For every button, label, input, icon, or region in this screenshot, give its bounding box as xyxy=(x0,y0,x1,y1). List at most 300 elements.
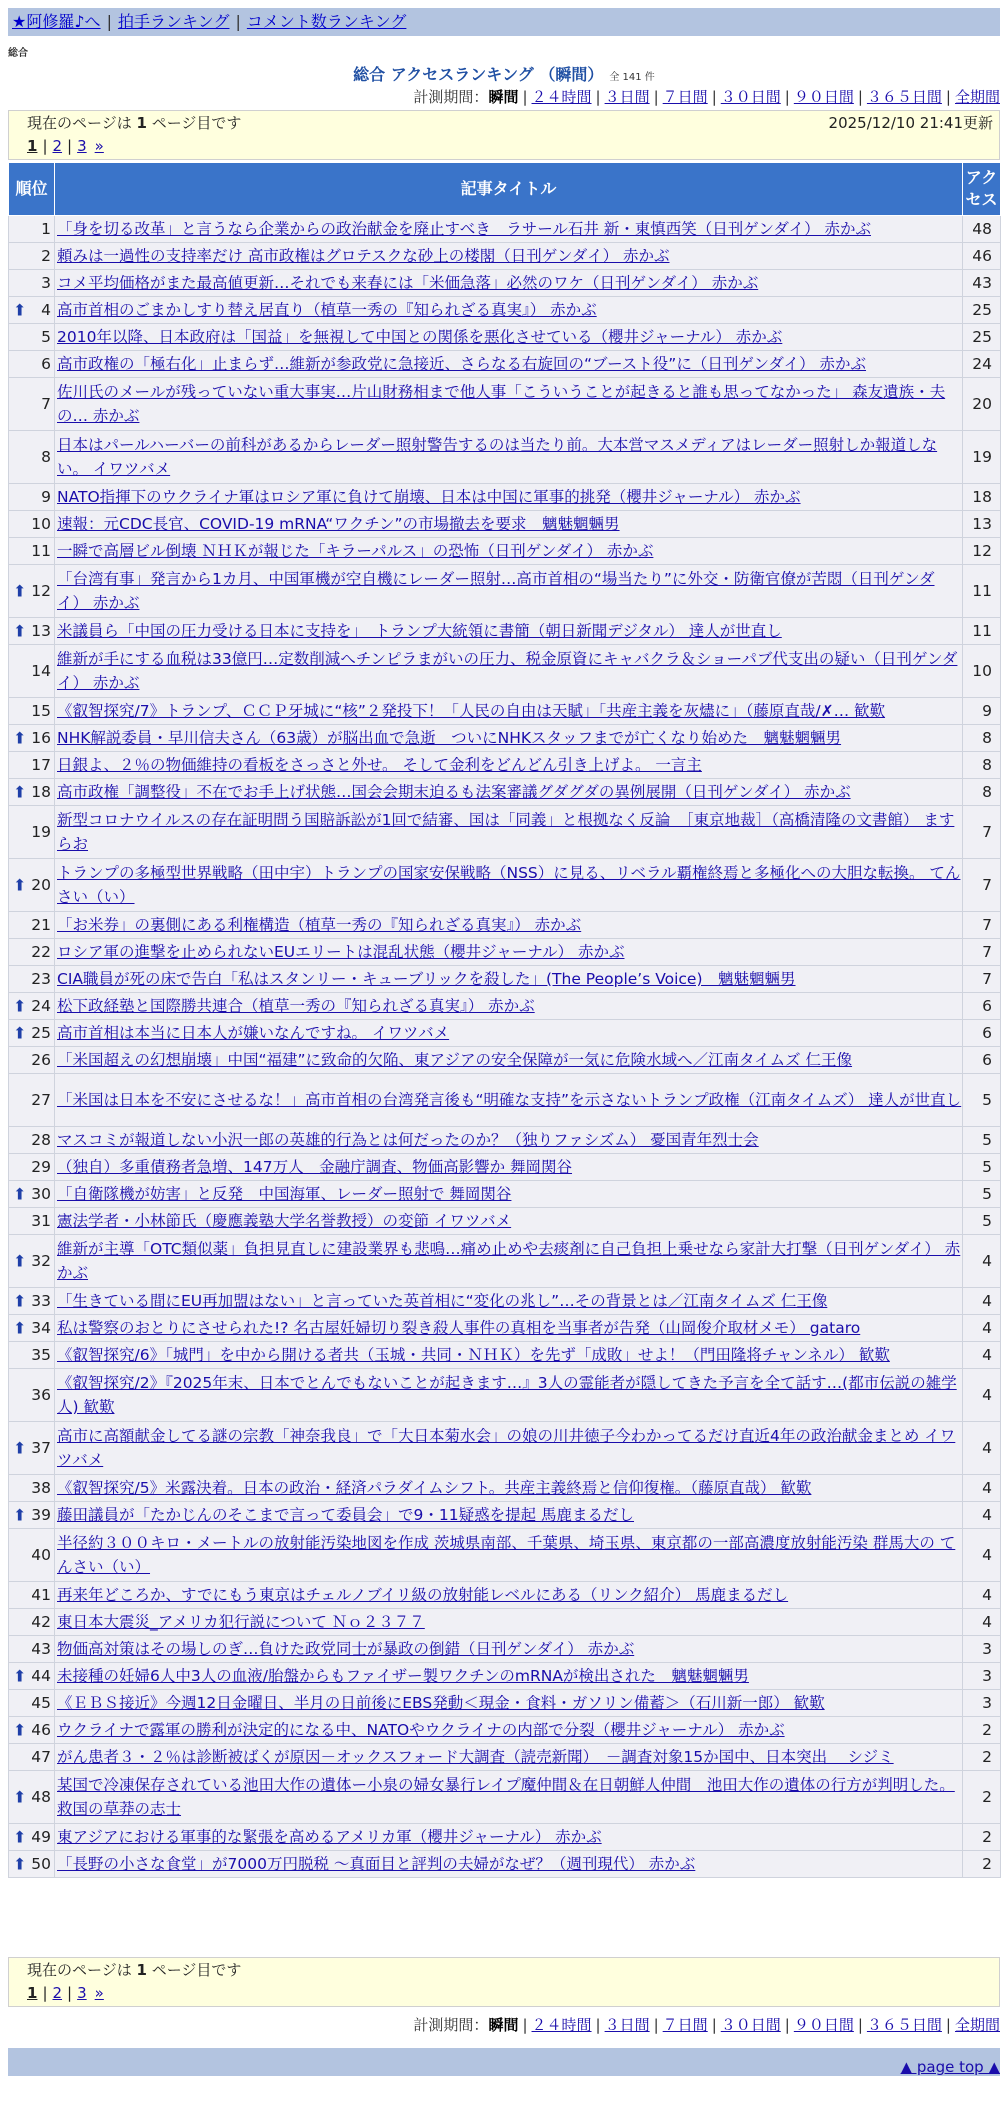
article-title-link[interactable]: 「生きている間にEU再加盟はない」と言っていた英首相に“変化の兆し”…その背景とは／江南タイムズ 仁王像 xyxy=(57,1292,828,1310)
title-cell xyxy=(55,297,963,324)
rank-up-arrow-icon: ⬆ xyxy=(13,1505,27,1525)
article-title-link[interactable]: 2010年以降、日本政府は「国益」を無視して中国との関係を悪化させている（櫻井ジャーナル） 赤かぶ xyxy=(57,328,783,346)
article-title-link[interactable]: 「米国は日本を不安にさせるな！」高市首相の台湾発言後も“明確な支持”を示さないトランプ政権（江南タイムズ） 達人が世直し xyxy=(57,1091,962,1109)
title-cell xyxy=(55,1181,963,1208)
rank-cell xyxy=(9,1154,55,1181)
rank-number: 36 xyxy=(31,1386,51,1404)
title-cell xyxy=(55,1422,963,1475)
rank-up-arrow-icon: ⬆ xyxy=(13,1291,27,1311)
period-separator: | xyxy=(595,2016,601,2034)
table-row xyxy=(9,1181,1001,1208)
access-count: 6 xyxy=(963,1047,1001,1074)
rank-number: 40 xyxy=(31,1546,51,1564)
rank-cell xyxy=(9,1422,55,1475)
period-link[interactable]: ９０日間 xyxy=(793,2016,854,2034)
table-row xyxy=(9,1154,1001,1181)
access-count: 48 xyxy=(963,216,1001,243)
title-cell xyxy=(55,779,963,806)
table-row xyxy=(9,618,1001,645)
page-status-prefix: 現在のページは xyxy=(27,114,137,132)
article-title-link[interactable]: ウクライナで露軍の勝利が決定的になる中、NATOやウクライナの内部で分裂（櫻井ジャーナル） 赤かぶ xyxy=(57,1721,785,1739)
article-title-link[interactable]: 《叡智探究/2》『2025年末、日本でとんでもないことが起きます…』3人の霊能者が隠してきた予言を全て話す…(都市伝説の雑学人) 歓歎 xyxy=(57,1374,957,1416)
article-title-link[interactable]: 《ＥＢＳ接近》今週12日金曜日、半月の日前後にEBS発動＜現金・食料・ガソリン備蓄＞（石川新一郎） 歓歎 xyxy=(57,1694,825,1712)
rank-cell xyxy=(9,538,55,565)
rank-number: 42 xyxy=(31,1613,51,1631)
pager-bottom xyxy=(8,1957,1000,2007)
rank-cell xyxy=(9,1771,55,1824)
article-title-link[interactable]: 佐川氏のメールが残っていない重大事実…片山財務相まで他人事「こういうことが起きると誰も思ってなかった」 森友遺族・夫の… 赤かぶ xyxy=(57,383,946,425)
title-cell xyxy=(55,351,963,378)
rank-number: 31 xyxy=(31,1212,51,1230)
period-selector-top xyxy=(413,86,1000,107)
article-title-link[interactable]: 維新が主導「OTC類似薬」負担見直しに建設業界も悲鳴…痛め止めや去痰剤に自己負担上乗せなら家計大打撃（日刊ゲンダイ） 赤かぶ xyxy=(57,1240,961,1282)
rank-up-arrow-icon: ⬆ xyxy=(13,1318,27,1338)
page-status-suffix: ページ目です xyxy=(146,114,242,132)
rank-cell xyxy=(9,1636,55,1663)
period-separator: | xyxy=(653,88,659,106)
access-count: 3 xyxy=(963,1690,1001,1717)
title-cell xyxy=(55,645,963,698)
article-title-link[interactable]: 某国で冷凍保存されている池田大作の遺体ー小泉の婦女暴行レイプ魔仲間＆在日朝鮮人仲間 池田大作の遺体の行方が判明した。 救国の草莽の志士 xyxy=(57,1776,955,1818)
ranking-table xyxy=(8,162,1001,1878)
rank-cell xyxy=(9,1717,55,1744)
table-row xyxy=(9,1636,1001,1663)
access-count: 5 xyxy=(963,1127,1001,1154)
title-cell xyxy=(55,1744,963,1771)
title-cell xyxy=(55,538,963,565)
rank-number: 29 xyxy=(31,1158,51,1176)
rank-number: 49 xyxy=(31,1828,51,1846)
access-count: 13 xyxy=(963,511,1001,538)
rank-cell xyxy=(9,378,55,431)
table-row xyxy=(9,912,1001,939)
article-title-link[interactable]: 東アジアにおける軍事的な緊張を高めるアメリカ軍（櫻井ジャーナル） 赤かぶ xyxy=(57,1828,602,1846)
rank-cell xyxy=(9,1824,55,1851)
access-count: 11 xyxy=(963,565,1001,618)
rank-number: 5 xyxy=(41,328,51,346)
access-count: 18 xyxy=(963,484,1001,511)
page-top-link-wrap xyxy=(901,2058,1000,2076)
rank-cell xyxy=(9,1475,55,1502)
rank-cell xyxy=(9,1235,55,1288)
access-count: 2 xyxy=(963,1717,1001,1744)
rank-number: 7 xyxy=(41,395,51,413)
rank-number: 43 xyxy=(31,1640,51,1658)
rank-number: 28 xyxy=(31,1131,51,1149)
access-count: 5 xyxy=(963,1154,1001,1181)
page-link[interactable]: 3 xyxy=(77,137,87,155)
rank-up-arrow-icon: ⬆ xyxy=(13,1827,27,1847)
rank-cell xyxy=(9,565,55,618)
rank-number: 13 xyxy=(31,622,51,640)
access-count: 7 xyxy=(963,806,1001,859)
article-title-link[interactable]: 私は警察のおとりにさせられた!? 名古屋妊婦切り裂き殺人事件の真相を当事者が告発（山岡俊介取材メモ） gataro xyxy=(57,1319,861,1337)
table-row xyxy=(9,752,1001,779)
access-count: 20 xyxy=(963,378,1001,431)
rank-number: 23 xyxy=(31,970,51,988)
period-separator: | xyxy=(857,2016,863,2034)
title-cell xyxy=(55,1288,963,1315)
rank-cell xyxy=(9,779,55,806)
access-count: 7 xyxy=(963,966,1001,993)
period-separator: | xyxy=(711,88,717,106)
rank-cell xyxy=(9,1369,55,1422)
page-link[interactable]: 3 xyxy=(77,1984,87,2002)
article-title-link[interactable]: 高市首相は本当に日本人が嫌いなんですね。 イワツバメ xyxy=(57,1024,450,1042)
article-title-link[interactable]: 《叡智探究/6》「城門」を中から開ける者共（玉城・共同・ＮＨＫ）を先ず「成敗」せよ！（門田隆将チャンネル） 歓歎 xyxy=(57,1346,890,1364)
title-cell xyxy=(55,698,963,725)
rank-number: 48 xyxy=(31,1788,51,1806)
period-current: 瞬間 xyxy=(488,88,519,106)
access-count: 8 xyxy=(963,725,1001,752)
rank-cell xyxy=(9,1502,55,1529)
title-cell xyxy=(55,1851,963,1878)
rank-cell xyxy=(9,431,55,484)
article-title-link[interactable]: 頼みは一過性の支持率だけ 高市政権はグロテスクな砂上の楼閣（日刊ゲンダイ） 赤かぶ xyxy=(57,247,670,265)
header-title: 記事タイトル xyxy=(55,163,963,216)
page-status-suffix: ページ目です xyxy=(146,1961,242,1979)
article-title-link[interactable]: 半径約３００キロ・メートルの放射能汚染地図を作成 茨城県南部、千葉県、埼玉県、東京都の一部高濃度放射能汚染 群馬大の てんさい（い） xyxy=(57,1534,956,1576)
rank-cell xyxy=(9,1609,55,1636)
rank-up-arrow-icon: ⬆ xyxy=(13,1854,27,1874)
article-title-link[interactable]: 《叡智探究/7》トランプ、ＣＣＰ牙城に“核”２発投下！「人民の自由は天賦」「共産主義を灰燼に」（藤原直哉/✗… 歓歎 xyxy=(57,702,886,720)
rank-number: 14 xyxy=(31,662,51,680)
table-row xyxy=(9,216,1001,243)
rank-number: 19 xyxy=(31,823,51,841)
period-current: 瞬間 xyxy=(488,2016,519,2034)
rank-up-arrow-icon: ⬆ xyxy=(13,1666,27,1686)
rank-cell xyxy=(9,912,55,939)
title-cell xyxy=(55,1502,963,1529)
rank-cell xyxy=(9,1127,55,1154)
article-title-link[interactable]: 物価高対策はその場しのぎ…負けた政党同士が暴政の倒錯（日刊ゲンダイ） 赤かぶ xyxy=(57,1640,635,1658)
period-separator: | xyxy=(784,88,790,106)
title-cell xyxy=(55,1315,963,1342)
rank-up-arrow-icon: ⬆ xyxy=(13,1720,27,1740)
total-count: 全 141 件 xyxy=(609,72,655,83)
period-separator: | xyxy=(857,88,863,106)
rank-number: 2 xyxy=(41,247,51,265)
period-link[interactable]: ３０日間 xyxy=(720,2016,781,2034)
table-row xyxy=(9,1475,1001,1502)
rank-up-arrow-icon: ⬆ xyxy=(13,1787,27,1807)
title-cell xyxy=(55,752,963,779)
title-cell xyxy=(55,1636,963,1663)
access-count: 4 xyxy=(963,1422,1001,1475)
rank-cell xyxy=(9,324,55,351)
rank-up-arrow-icon: ⬆ xyxy=(13,782,27,802)
rank-number: 50 xyxy=(31,1855,51,1873)
title-cell xyxy=(55,216,963,243)
rank-number: 41 xyxy=(31,1586,51,1604)
title-cell xyxy=(55,1529,963,1582)
access-count: 4 xyxy=(963,1529,1001,1582)
table-row xyxy=(9,1342,1001,1369)
rank-number: 15 xyxy=(31,702,51,720)
access-count: 5 xyxy=(963,1074,1001,1127)
rank-up-arrow-icon: ⬆ xyxy=(13,996,27,1016)
page-top-link[interactable]: ▲ page top ▲ xyxy=(900,2058,1000,2076)
article-title-link[interactable]: 「台湾有事」発言から1カ月、中国軍機が空自機にレーダー照射…高市首相の“場当たり”に外交・防衛官僚が苦悶（日刊ゲンダイ） 赤かぶ xyxy=(57,570,935,612)
period-label: 計測期間： xyxy=(413,88,489,106)
rank-cell xyxy=(9,1288,55,1315)
period-separator: | xyxy=(522,2016,528,2034)
page-separator: | xyxy=(42,1984,48,2002)
article-title-link[interactable]: マスコミが報道しない小沢一郎の英雄的行為とは何だったのか？（独りファシズム） 憂国青年烈士会 xyxy=(57,1131,759,1149)
access-count: 6 xyxy=(963,993,1001,1020)
rank-cell xyxy=(9,993,55,1020)
access-count: 8 xyxy=(963,779,1001,806)
title-cell xyxy=(55,243,963,270)
page-status-prefix: 現在のページは xyxy=(27,1961,137,1979)
access-count: 2 xyxy=(963,1851,1001,1878)
article-title-link[interactable]: ロシア軍の進撃を止められないEUエリートは混乱状態（櫻井ジャーナル） 赤かぶ xyxy=(57,943,625,961)
title-cell xyxy=(55,1127,963,1154)
bottom-bar xyxy=(8,2048,1000,2076)
table-row xyxy=(9,859,1001,912)
table-row xyxy=(9,511,1001,538)
article-title-link[interactable]: 維新が手にする血税は33億円…定数削減へチンピラまがいの圧力、税金原資にキャバクラ＆ショーパブ代支出の疑い（日刊ゲンダイ） 赤かぶ xyxy=(57,650,958,692)
page-title-text: 総合 アクセスランキング （瞬間） xyxy=(353,65,604,84)
access-count: 3 xyxy=(963,1636,1001,1663)
rank-cell xyxy=(9,351,55,378)
access-count: 19 xyxy=(963,431,1001,484)
page-current: 1 xyxy=(27,137,38,155)
period-separator: | xyxy=(945,2016,951,2034)
page-links xyxy=(9,135,999,159)
article-title-link[interactable]: 《叡智探究/5》米露決着。日本の政治・経済パラダイムシフト。共産主義終焉と信仰復権。（藤原直哉） 歓歎 xyxy=(57,1479,812,1497)
rank-number: 16 xyxy=(31,729,51,747)
article-title-link[interactable]: 藤田議員が「たかじんのそこまで言って委員会」で9・11疑惑を提起 馬鹿まるだし xyxy=(57,1506,635,1524)
access-count: 4 xyxy=(963,1369,1001,1422)
applause-ranking-link[interactable]: 拍手ランキング xyxy=(117,12,230,31)
table-row xyxy=(9,538,1001,565)
period-link[interactable]: ３０日間 xyxy=(720,88,781,106)
access-count: 4 xyxy=(963,1315,1001,1342)
table-row xyxy=(9,431,1001,484)
title-cell xyxy=(55,1690,963,1717)
table-row xyxy=(9,270,1001,297)
rank-up-arrow-icon: ⬆ xyxy=(13,300,27,320)
page-status-number: 1 xyxy=(136,114,147,132)
period-link[interactable]: ９０日間 xyxy=(793,88,854,106)
title-cell xyxy=(55,912,963,939)
access-count: 7 xyxy=(963,939,1001,966)
title-cell xyxy=(55,618,963,645)
table-row xyxy=(9,1744,1001,1771)
rank-number: 44 xyxy=(31,1667,51,1685)
period-label: 計測期間： xyxy=(413,2016,489,2034)
article-title-link[interactable]: 憲法学者・小林節氏（慶應義塾大学名誉教授）の変節 イワツバメ xyxy=(57,1212,512,1230)
rank-number: 1 xyxy=(41,220,51,238)
table-row xyxy=(9,779,1001,806)
period-link[interactable]: ３日間 xyxy=(604,88,650,106)
period-link[interactable]: ３日間 xyxy=(604,2016,650,2034)
access-count: 5 xyxy=(963,1208,1001,1235)
rank-cell xyxy=(9,1020,55,1047)
table-row xyxy=(9,993,1001,1020)
period-separator: | xyxy=(945,88,951,106)
article-title-link[interactable]: 「身を切る改革」と言うなら企業からの政治献金を廃止すべき ラサール石井 新・東慎西笑（日刊ゲンダイ） 赤かぶ xyxy=(57,220,871,238)
article-title-link[interactable]: 高市首相のごまかしすり替え居直り（植草一秀の『知られざる真実』） 赤かぶ xyxy=(57,301,597,319)
title-cell xyxy=(55,324,963,351)
article-title-link[interactable]: 高市政権の「極右化」止まらず…維新が参政党に急接近、さらなる右旋回の“ブースト役”に（日刊ゲンダイ） 赤かぶ xyxy=(57,355,867,373)
page-link[interactable]: 2 xyxy=(52,1984,63,2002)
rank-number: 12 xyxy=(31,582,51,600)
table-row xyxy=(9,1235,1001,1288)
article-title-link[interactable]: NHK解説委員・早川信夫さん（63歳）が脳出血で急逝 ついにNHKスタッフまでが亡くなり始めた 魑魅魍魎男 xyxy=(57,729,842,747)
table-row xyxy=(9,351,1001,378)
next-page-link[interactable]: » xyxy=(94,137,104,155)
article-title-link[interactable]: 速報：元CDC長官、COVID-19 mRNA“ワクチン”の市場撤去を要求 魑魅魍魎男 xyxy=(57,515,620,533)
period-separator: | xyxy=(711,2016,717,2034)
rank-number: 47 xyxy=(31,1748,51,1766)
table-row xyxy=(9,243,1001,270)
article-title-link[interactable]: （独自）多重債務者急増、147万人 金融庁調査、物価高影響か 舞岡関谷 xyxy=(57,1158,573,1176)
rank-cell xyxy=(9,859,55,912)
rank-up-arrow-icon: ⬆ xyxy=(13,621,27,641)
table-row xyxy=(9,1529,1001,1582)
rank-cell xyxy=(9,1342,55,1369)
article-title-link[interactable]: 一瞬で高層ビル倒壊 ＮＨＫが報じた「キラーパルス」の恐怖（日刊ゲンダイ） 赤かぶ xyxy=(57,542,654,560)
title-cell xyxy=(55,966,963,993)
title-cell xyxy=(55,1074,963,1127)
top-nav-bar xyxy=(8,8,1000,36)
article-title-link[interactable]: コメ平均価格がまた最高値更新…それでも来春には「米価急落」必然のワケ（日刊ゲンダイ） 赤かぶ xyxy=(57,274,759,292)
title-cell xyxy=(55,1771,963,1824)
article-title-link[interactable]: 「お米券」の裏側にある利権構造（植草一秀の『知られざる真実』） 赤かぶ xyxy=(57,916,582,934)
table-row xyxy=(9,1315,1001,1342)
title-cell xyxy=(55,993,963,1020)
table-row xyxy=(9,698,1001,725)
access-count: 4 xyxy=(963,1582,1001,1609)
article-title-link[interactable]: 「長野の小さな食堂」が7000万円脱税 ～真面目と評判の夫婦がなぜ？（週刊現代） 赤かぶ xyxy=(57,1855,696,1873)
home-link[interactable]: ★阿修羅♪へ xyxy=(12,12,101,31)
article-title-link[interactable]: CIA職員が死の床で告白「私はスタンリー・キューブリックを殺した」(The People’s Voice) 魑魅魍魎男 xyxy=(57,970,796,988)
title-cell xyxy=(55,1047,963,1074)
period-link[interactable]: ７日間 xyxy=(662,88,708,106)
rank-cell xyxy=(9,1181,55,1208)
rank-cell xyxy=(9,216,55,243)
period-link[interactable]: 全期間 xyxy=(954,88,1000,106)
article-title-link[interactable]: 東日本大震災_アメリカ犯行説について Ｎｏ２３７７ xyxy=(57,1613,425,1631)
article-title-link[interactable]: 日本はパールハーバーの前科があるからレーダー照射警告するのは当たり前。大本営マスメディアはレーダー照射しか報道しない。 イワツバメ xyxy=(57,436,938,478)
rank-cell xyxy=(9,1074,55,1127)
rank-cell xyxy=(9,966,55,993)
next-page-link[interactable]: » xyxy=(94,1984,104,2002)
pager-top xyxy=(8,110,1000,160)
rank-cell xyxy=(9,1851,55,1878)
period-link[interactable]: 全期間 xyxy=(954,2016,1000,2034)
title-cell xyxy=(55,1020,963,1047)
period-link[interactable]: ３６５日間 xyxy=(866,88,942,106)
title-cell xyxy=(55,511,963,538)
access-count: 46 xyxy=(963,243,1001,270)
period-link[interactable]: ２４時間 xyxy=(531,2016,592,2034)
access-count: 4 xyxy=(963,1609,1001,1636)
article-title-link[interactable]: 未接種の妊婦6人中3人の血液/胎盤からもファイザー製ワクチンのmRNAが検出された 魑魅魍魎男 xyxy=(57,1667,749,1685)
rank-number: 34 xyxy=(31,1319,51,1337)
title-cell xyxy=(55,565,963,618)
article-title-link[interactable]: トランプの多極型世界戦略（田中宇）トランプの国家安保戦略（NSS）に見る、リベラル覇権終焉と多極化への大胆な転換。 てんさい（い） xyxy=(57,864,961,906)
table-row xyxy=(9,725,1001,752)
rank-cell xyxy=(9,243,55,270)
period-link[interactable]: ２４時間 xyxy=(531,88,592,106)
article-title-link[interactable]: がん患者３・２％は診断被ばくが原因－オックスフォード大調査（読売新聞） －調査対象15か国中、日本突出 シジミ xyxy=(57,1748,894,1766)
table-row xyxy=(9,1288,1001,1315)
page-status-row xyxy=(9,111,999,135)
access-count: 7 xyxy=(963,859,1001,912)
title-cell xyxy=(55,1824,963,1851)
access-count: 4 xyxy=(963,1502,1001,1529)
table-row xyxy=(9,1369,1001,1422)
comment-ranking-link[interactable]: コメント数ランキング xyxy=(246,12,407,31)
article-title-link[interactable]: 松下政経塾と国際勝共連合（植草一秀の『知られざる真実』） 赤かぶ xyxy=(57,997,535,1015)
article-title-link[interactable]: 再来年どころか、すでにもう東京はチェルノブイリ級の放射能レベルにある（リンク紹介） 馬鹿まるだし xyxy=(57,1586,789,1604)
article-title-link[interactable]: 日銀よ、２％の物価維持の看板をさっさと外せ。 そして金利をどんどん引き上げよ。 一言主 xyxy=(57,756,702,774)
rank-number: 4 xyxy=(41,301,51,319)
period-selector-bottom xyxy=(413,2014,1000,2035)
table-row xyxy=(9,939,1001,966)
table-row xyxy=(9,324,1001,351)
article-title-link[interactable]: 高市に高額献金してる謎の宗教「神奈我良」で「大日本菊水会」の娘の川井徳子今わかってるだけ直近4年の政治献金まとめ イワツバメ xyxy=(57,1427,956,1469)
rank-cell xyxy=(9,645,55,698)
table-row xyxy=(9,1208,1001,1235)
article-title-link[interactable]: 新型コロナウイルスの存在証明問う国賠訴訟が1回で結審、国は「同義」と根拠なく反論 ［東京地裁］（高橋清隆の文書館） ますらお xyxy=(57,811,955,853)
access-count: 25 xyxy=(963,297,1001,324)
article-title-link[interactable]: 米議員ら「中国の圧力受ける日本に支持を」 トランプ大統領に書簡（朝日新聞デジタル） 達人が世直し xyxy=(57,622,782,640)
period-link[interactable]: ３６５日間 xyxy=(866,2016,942,2034)
rank-number: 22 xyxy=(31,943,51,961)
period-link[interactable]: ７日間 xyxy=(662,2016,708,2034)
updated-timestamp: 2025/12/10 21:41更新 xyxy=(828,114,993,132)
period-separator: | xyxy=(784,2016,790,2034)
title-cell xyxy=(55,270,963,297)
nav-separator: | xyxy=(235,12,241,31)
article-title-link[interactable]: NATO指揮下のウクライナ軍はロシア軍に負けて崩壊、日本は中国に軍事的挑発（櫻井ジャーナル） 赤かぶ xyxy=(57,488,801,506)
article-title-link[interactable]: 「米国超えの幻想崩壊」中国“福建”に致命的欠陥、東アジアの安全保障が一気に危険水域へ／江南タイムズ 仁王像 xyxy=(57,1051,853,1069)
table-row xyxy=(9,565,1001,618)
title-cell xyxy=(55,859,963,912)
rank-number: 17 xyxy=(31,756,51,774)
table-row xyxy=(9,1127,1001,1154)
rank-cell xyxy=(9,1047,55,1074)
table-row xyxy=(9,1047,1001,1074)
page-link[interactable]: 2 xyxy=(52,137,63,155)
rank-cell xyxy=(9,1208,55,1235)
article-title-link[interactable]: 「自衛隊機が妨害」と反発 中国海軍、レーダー照射で 舞岡関谷 xyxy=(57,1185,512,1203)
page-separator: | xyxy=(42,137,48,155)
rank-number: 18 xyxy=(31,783,51,801)
title-cell xyxy=(55,1342,963,1369)
table-row xyxy=(9,1422,1001,1475)
article-title-link[interactable]: 高市政権「調整役」不在でお手上げ状態…国会会期末迫るも法案審議グダグダの異例展開（日刊ゲンダイ） 赤かぶ xyxy=(57,783,851,801)
title-cell xyxy=(55,1663,963,1690)
rank-cell xyxy=(9,1744,55,1771)
table-row xyxy=(9,378,1001,431)
rank-number: 21 xyxy=(31,916,51,934)
period-separator: | xyxy=(595,88,601,106)
table-row xyxy=(9,1502,1001,1529)
title-cell xyxy=(55,1154,963,1181)
rank-cell xyxy=(9,806,55,859)
title-cell xyxy=(55,1475,963,1502)
table-row xyxy=(9,966,1001,993)
period-separator: | xyxy=(522,88,528,106)
rank-number: 24 xyxy=(31,997,51,1015)
access-count: 7 xyxy=(963,912,1001,939)
rank-number: 35 xyxy=(31,1346,51,1364)
